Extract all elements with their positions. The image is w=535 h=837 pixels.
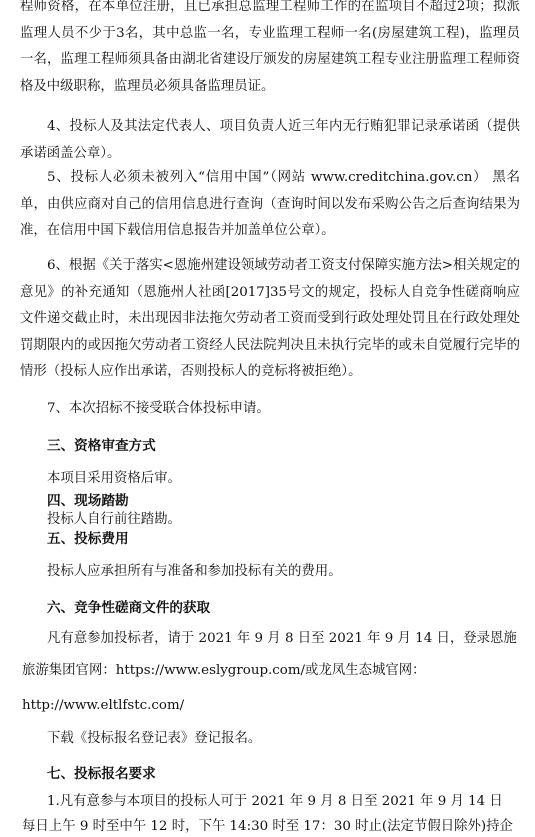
section-7-line-2: 每日上午 9 时至中午 12 时，下午 14:30 时至 17：30 时止(法定节假日除外)持企 <box>22 819 513 834</box>
section-6-title: 六、竞争性磋商文件的获取 <box>47 600 211 616</box>
paragraph-item-6: 6、根据《关于落实<恩施州建设领域劳动者工资支付保障实施方法>相关规定的意见》的补充通知（恩施州人社函[2017]35号文的规定，投标人自竞争性磋商响应文件递交截止时，未出现因非法拖欠劳动者工资而受到行政处理处罚且在行政处理处罚期限内的或因拖欠劳动者工资经人民法院判决且未执行完毕的或未自觉履行完毕的情形（投标人应作出承诺，否则投标人的竞标将被拒绝）。 <box>20 258 520 379</box>
section-6-url: http://www.eltlfstc.com/ <box>22 698 185 713</box>
paragraph-item-4: 4、投标人及其法定代表人、项目负责人近三年内无行贿犯罪记录承诺函（提供承诺函盖公章）。 <box>20 119 520 161</box>
section-6-line-1: 凡有意参加投标者，请于 2021 年 9 月 8 日至 2021 年 9 月 14 日，登录恩施 <box>47 631 517 646</box>
section-5-title: 五、投标费用 <box>47 531 129 547</box>
section-3-body: 本项目采用资格后审。 <box>47 471 181 486</box>
paragraph-item-5: 5、投标人必须未被列入“信用中国”（网站 www.creditchina.gov.cn） 黑名单，由供应商对自己的信用信息进行查询（查询时间以发布采购公告之后查询结果为准，在信用中国下载信用信息报告并加盖单位公章）。 <box>20 170 520 238</box>
section-4-title: 四、现场踏勘 <box>47 493 129 509</box>
paragraph-qualification-intro: 程师资格，在本单位注册，且已承担总监理工程师工作的在监项目不超过2项；拟派监理人员不少于3名，其中总监一名，专业监理工程师一名(房屋建筑工程)，监理员一名，监理工程师须具备由湖北省建设厅颁发的房屋建筑工程专业注册监理工程师资格及中级职称，监理员必须具备监理员证。 <box>20 0 520 94</box>
section-7-line-1: 1.凡有意参与本项目的投标人可于 2021 年 9 月 8 日至 2021 年 9 月 14 日 <box>47 794 503 809</box>
section-6-line-4: 下载《投标报名登记表》登记报名。 <box>47 731 262 746</box>
section-7-title: 七、投标报名要求 <box>47 766 156 782</box>
section-4-body: 投标人自行前往踏勘。 <box>47 512 181 527</box>
section-3-title: 三、资格审查方式 <box>47 438 156 454</box>
section-6-line-2: 旅游集团官网：https://www.eslygroup.com/或龙凤生态城官网： <box>22 663 426 678</box>
paragraph-item-7: 7、本次招标不接受联合体投标申请。 <box>47 401 270 416</box>
section-5-body: 投标人应承担所有与准备和参加投标有关的费用。 <box>47 564 342 579</box>
